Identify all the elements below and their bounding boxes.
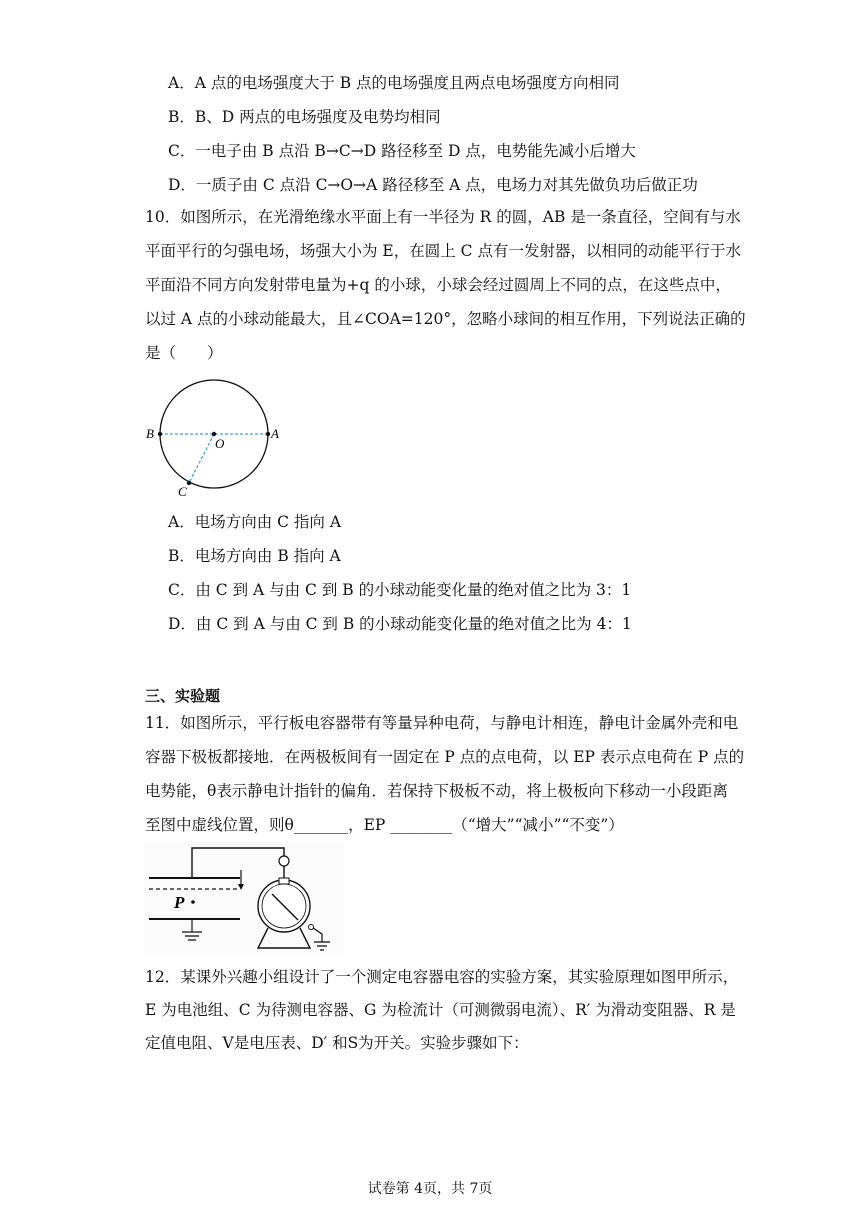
label-p: P <box>174 893 185 912</box>
q10-option-a: A．电场方向由 C 指向 A <box>168 513 342 531</box>
q10-option-d: D．由 C 到 A 与由 C 到 B 的小球动能变化量的绝对值之比为 4：1 <box>168 615 632 633</box>
label-o: O <box>215 436 225 451</box>
label-b: B <box>146 426 154 441</box>
point-c <box>187 481 191 485</box>
label-c: C <box>178 484 187 499</box>
q10-option-b: B．电场方向由 B 指向 A <box>168 547 341 565</box>
section-heading-experiments: 三、实验题 <box>145 687 221 705</box>
q9-option-b: B．B、D 两点的电场强度及电势均相同 <box>168 108 441 126</box>
q11-stem-line-3: 电势能，θ表示静电计指针的偏角．若保持下极板不动，将上极板向下移动一小段距离 <box>145 782 728 800</box>
radius-oc <box>189 434 214 483</box>
q10-option-c: C．由 C 到 A 与由 C 到 B 的小球动能变化量的绝对值之比为 3：1 <box>168 581 632 599</box>
point-b <box>158 432 162 436</box>
q11-stem-line-1: 11．如图所示，平行板电容器带有等量异种电荷，与静电计相连，静电计金属外壳和电 <box>145 714 739 732</box>
q12-stem-line-3: 定值电阻、V是电压表、D′ 和S为开关。实验步骤如下： <box>145 1034 529 1052</box>
point-a <box>266 432 270 436</box>
q11-stem-line-4: 至图中虚线位置，则θ_______，EP ________（“增大”“减小”“不变”） <box>145 816 624 834</box>
q10-stem-line-1: 10．如图所示，在光滑绝缘水平面上有一半径为 R 的圆，AB 是一条直径，空间有与水 <box>145 208 741 226</box>
q9-option-d: D．一质子由 C 点沿 C→O→A 路径移至 A 点，电场力对其先做负功后做正功 <box>168 176 698 194</box>
q10-stem-line-4: 以过 A 点的小球动能最大，且∠COA=120°，忽略小球间的相互作用，下列说法正确的 <box>145 310 746 328</box>
q11-stem-line-2: 容器下极板都接地．在两极板间有一固定在 P 点的点电荷，以 EP 表示点电荷在 P 点的 <box>145 748 745 766</box>
q12-stem-line-2: E 为电池组、C 为待测电容器、G 为检流计（可测微弱电流）、R′ 为滑动变阻器、R 是 <box>145 1001 736 1019</box>
q10-stem-line-5: 是（ ） <box>145 344 223 362</box>
q11-capacitor-electroscope-figure <box>144 842 344 954</box>
q10-circle-figure <box>140 372 290 502</box>
q9-option-c: C．一电子由 B 点沿 B→C→D 路径移至 D 点，电势能先减小后增大 <box>168 142 636 160</box>
q9-option-a: A．A 点的电场强度大于 B 点的电场强度且两点电场强度方向相同 <box>168 74 620 92</box>
point-p <box>191 900 195 904</box>
page-footer: 试卷第 4页，共 7页 <box>367 1181 493 1197</box>
q10-stem-line-2: 平面平行的匀强电场，场强大小为 E，在圆上 C 点有一发射器，以相同的动能平行于水 <box>145 242 741 260</box>
label-a: A <box>271 426 279 441</box>
q12-stem-line-1: 12．某课外兴趣小组设计了一个测定电容器电容的实验方案，其实验原理如图甲所示， <box>145 968 739 986</box>
electroscope-knob <box>279 856 289 866</box>
q10-stem-line-3: 平面沿不同方向发射带电量为+q 的小球，小球会经过圆周上不同的点，在这些点中， <box>145 276 731 294</box>
